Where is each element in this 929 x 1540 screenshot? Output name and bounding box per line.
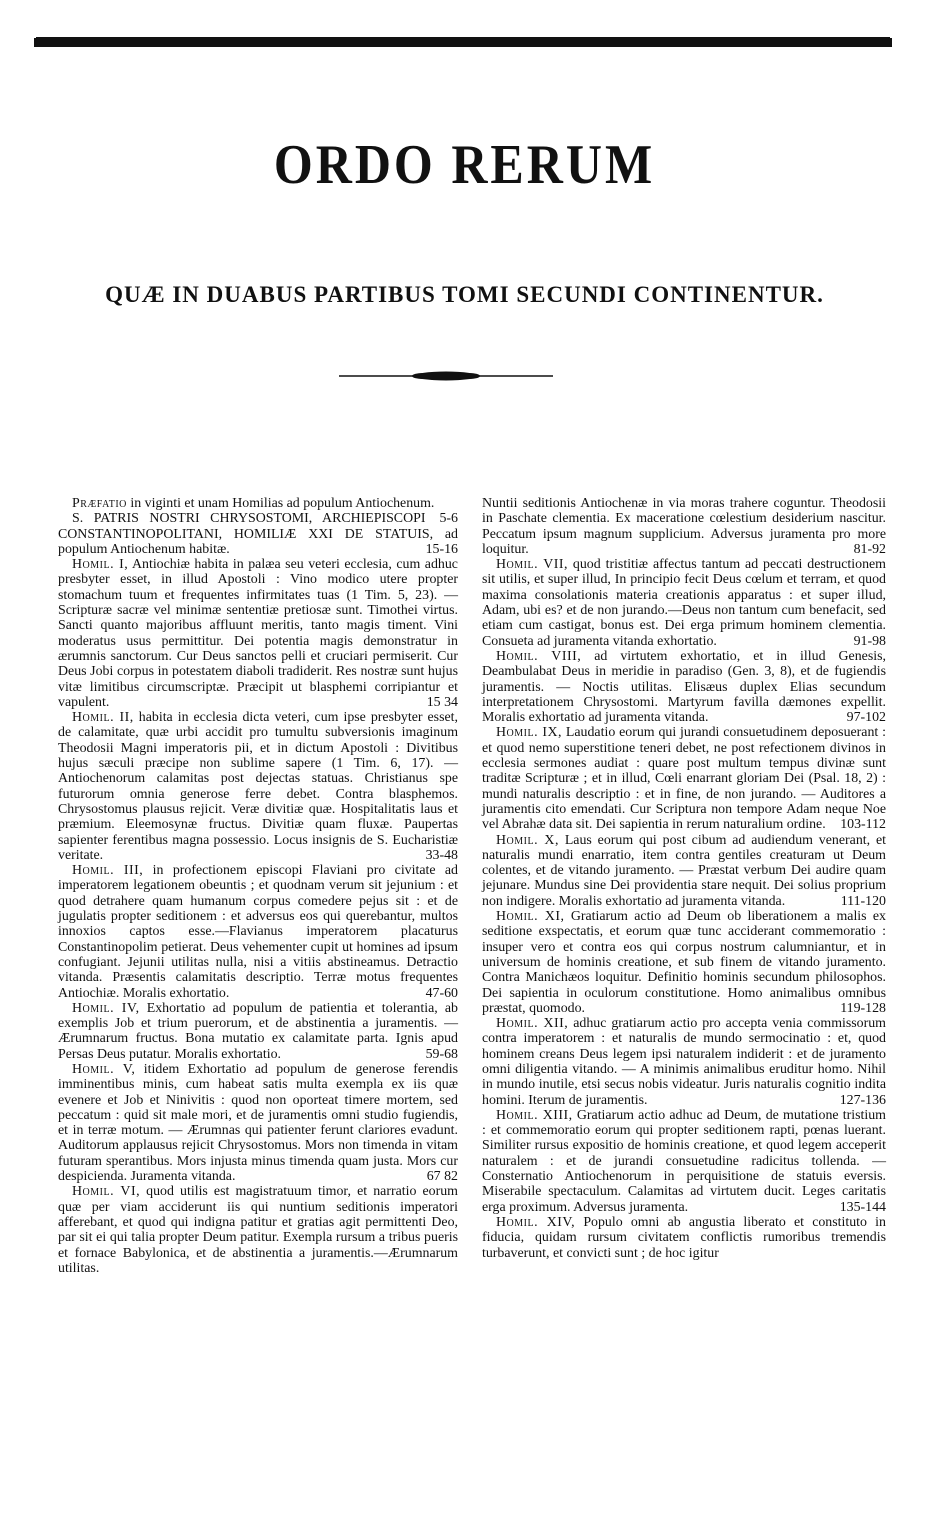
entry-text: quod utilis est magistratuum timor, et narratio eorum quæ per viam acciderunt iis qui nuntium seditionis imperatori afferebant, et quod qui indigna patitur et gratias agit permittenti Deo, par sit ei qui talia propter Deum patitur. Exempla rursum a tribus pueris et fornace Babylonica, et de abstinentia a juramentis.—Ærumnarum utilitas. bbox=[58, 1184, 458, 1276]
entry-text: Nuntii seditionis Antiochenæ in via moras trahere coguntur. Theodosii in Paschate clementia. Ex maceratione cœlestium desiderium nascitur. Peccatum ipsum magnum supplicium. Adversus juramenta pro more loquitur. bbox=[482, 496, 886, 557]
page-range: 135-144 bbox=[839, 1199, 886, 1215]
page-range: 67 82 bbox=[426, 1169, 458, 1185]
toc-entry bbox=[482, 557, 886, 649]
entry-text: Exhortatio ad populum de patientia et tolerantia, ab exemplis Job et trium puerorum, et de abstinentia a juramentis. — Ærumnarum fructus. Bona mutatio ex calamitate parta. Ignis apud Persas Deus putatur. Moralis exhortatio. bbox=[58, 1000, 458, 1062]
page-range: 119-128 bbox=[840, 1000, 886, 1016]
entry-label: Homil. V, bbox=[72, 1061, 136, 1077]
entry-label: Homil. VI, bbox=[72, 1184, 141, 1200]
toc-entry bbox=[482, 649, 886, 725]
entry-label: Homil. XI, bbox=[496, 909, 565, 925]
entry-text: S. PATRIS NOSTRI CHRYSOSTOMI, ARCHIEPISCOPI CONSTANTINOPOLITANI, HOMILIÆ XXI DE STATUIS, ad populum Antiochenum habitæ. bbox=[58, 511, 458, 557]
entry-label: Homil. III, bbox=[72, 863, 144, 879]
entry-text: Laudatio eorum qui jurandi consuetudinem deposuerant : et quod nemo superstitione teneri debet, ne post refectionem divinos in ecclesia sermones audiat : quare post multum tempus divinæ sunt traditæ Scripturæ ; et in illud, Cœli enarrant gloriam Dei (Psal. 18, 2) : mundi naturalis descriptio : et in fine, de non jurando. — Auditores a juramentis cito emendati. Cur Scriptura non tempore Adam neque Noe vel Abrahæ data sit. Dei sapientia in rerum naturalium ordine. bbox=[482, 725, 886, 833]
toc-entry bbox=[58, 496, 458, 527]
page-range: 91-98 bbox=[853, 633, 886, 649]
entry-label: Homil. IV, bbox=[72, 1000, 140, 1016]
entry-text: adhuc gratiarum actio pro accepta venia commissorum contra imperatorem : et naturalis de mundo sermocinatio : et, quod hominem creans Deus legem ipsi naturalem indiderit : et de juramento omni diligentia vitando. — A minimis animalibus eruditur homo. Nihil in mundo inutile, etsi secus nobis videatur. Juris naturalis cognitio indita homini. Iterum de juramentis. bbox=[482, 1016, 886, 1108]
page-range: 97-102 bbox=[846, 710, 886, 726]
page-range: 33-48 bbox=[425, 847, 458, 863]
page-range: 5-6 bbox=[439, 511, 458, 527]
toc-entry bbox=[58, 710, 458, 863]
toc-entry bbox=[482, 909, 886, 1016]
entry-text: in viginti et unam Homilias ad populum Antiochenum. bbox=[130, 496, 435, 511]
page-range: 103-112 bbox=[840, 817, 886, 833]
entry-label: Homil. IX, bbox=[496, 725, 563, 741]
entry-text: habita in ecclesia dicta veteri, cum ipse presbyter esset, de calamitate, quæ urbi accidit pro tumultu subversionis imaginum Theodosii Magni imperatoris pii, et in dictum Apostoli : Divitibus hujus sæculi præcipe non sublime sapere (1 Tim. 6, 17). — Antiochenorum calamitas post dejectas statuas. Christianus spe futurorum omnia generose ferre debet. Contra blasphemos. Chrysostomus plausus rejicit. Veræ divitiæ quæ. Hospitalitatis laus et præmium. Eleemosynæ fructus. Divitiæ quam fluxæ. Paupertas sapienter ferentibus magna possessio. Locus insignis de S. Eucharistiæ veritate. bbox=[58, 710, 458, 863]
page-range: 15-16 bbox=[425, 541, 458, 557]
page-range: 127-136 bbox=[839, 1092, 886, 1108]
page-range: 15 34 bbox=[426, 694, 458, 710]
toc-entry bbox=[482, 496, 886, 557]
page-range: 81-92 bbox=[853, 541, 886, 557]
toc-entry bbox=[58, 557, 458, 710]
entry-text: ad virtutem exhortatio, et in illud Genesis, Deambulabat Deus in meridie in paradiso (Gen. 3, 8), et de fugiendis juramentis. — Noctis utilitas. Elisæus duplex Elias secundum interpretationem Chrysostomi. Martyrum favilla dæmones expellit. Moralis exhortatio ad juramenta vitanda. bbox=[482, 648, 886, 726]
entry-label: Homil. I, bbox=[72, 557, 129, 573]
entry-label: Præfatio bbox=[72, 496, 127, 511]
entry-label: Homil. XIV, bbox=[496, 1214, 576, 1230]
page-range: 111-120 bbox=[840, 893, 886, 909]
page-range: 47-60 bbox=[425, 985, 458, 1001]
page-title: ORDO RERUM bbox=[273, 132, 656, 196]
top-rule bbox=[34, 38, 892, 47]
entry-label: Homil. XII, bbox=[496, 1016, 569, 1032]
page-subtitle: QUÆ IN DUABUS PARTIBUS TOMI SECUNDI CONTINENTUR. bbox=[105, 282, 824, 307]
entry-text: Antiochiæ habita in palæa seu veteri ecclesia, cum adhuc presbyter esset, in illud Apostoli : Vino modico utere propter stomachum tuum et frequentes infirmitates tuas (1 Tim. 5, 23). — Scripturæ sacræ vel minimæ sententiæ pretiosæ sunt. Timothei virtus. Sancti quanto majoribus affluunt meritis, tanto magis timent. Vini moderatus usus permittitur. Dei potentia magis demonstratur in ærumnis sanctorum. Cur Deus sanctos pelli et cruciari permiserit. Cur Deus Jobi corpus in potestatem diaboli tradiderit. Res nostræ sunt hujus vitæ limitibus circumscriptæ. Præcipit ut blasphemi corripiantur et vapulent. bbox=[58, 557, 458, 710]
right-column bbox=[482, 496, 886, 1261]
entry-text: Gratiarum actio adhuc ad Deum, de mutatione tristium : et commemoratio eorum qui propter seditionem rapti, pœnas luerant. Similiter rursus expositio de hominis creatione, et quod legem acceperit naturalem : et de jurandi consuetudine radicitus tollenda. — Consternatio Antiochenorum in perquisitione de statuis eversis. Miserabile spectaculum. Calamitas ad virtutem ducit. Leges caritatis erga proximum. Adversus juramenta. bbox=[482, 1107, 886, 1215]
toc-entry bbox=[58, 1184, 458, 1276]
entry-label: Homil. XIII, bbox=[496, 1107, 573, 1123]
entry-text: Populo omni ab angustia liberato et constituto in fiducia, quidam rursum civitatem conflictis rumoribus tremendis turbaverunt, et convicti sunt ; de hoc igitur bbox=[482, 1214, 886, 1261]
entry-label: Homil. X, bbox=[496, 832, 559, 848]
toc-entry bbox=[58, 511, 458, 557]
entry-label: Homil. II, bbox=[72, 710, 134, 726]
left-column bbox=[58, 496, 458, 1276]
entry-text: Laus eorum qui post cibum ad audiendum venerant, et naturalis mundi enarratio, item contra gentiles creaturam ut Deum colentes, et de vitando juramento. — Præstat verbum Dei audire quam jejunare. Mundus sine Dei providentia stare nequit. Dei solius proprium non indigere. Moralis exhortatio ad juramenta vitanda. bbox=[482, 832, 886, 909]
toc-entry bbox=[58, 1001, 458, 1062]
entry-text: in profectionem episcopi Flaviani pro civitate ad imperatorem legationem obeuntis ; et quodnam verum sit jejunium : et quod detrahere quam humanum corpus comedere pejus sit : et de jugulatis propter seditionem : et adversus eos qui querebantur, multos innoxios captos esse.—Flavianus imperatorem placaturus Constantinopolim petierat. Deus vehementer cupit ut homines ad ipsum confugiant. Jejunii utilitas nulla, nisi a vitiis abstineamus. Detractio vitanda. Præsentis calamitatis descriptio. Terræ motus frequentes Antiochiæ. Moralis exhortatio. bbox=[58, 863, 459, 1001]
entry-text: itidem Exhortatio ad populum de generose ferendis imminentibus minis, cum habeat satis multa exempla ex iis quæ evenere et Job et Ninivitis : quod non oporteat timere mortem, sed peccatum : quid sit male mori, et de juramentis omni studio fugiendis, et in terræ motum. — Ærumnas qui patienter ferunt clariores evadunt. Auditorum applausus rejicit Chrysostomus. Mors non timenda in vitam futuram sperantibus. Mors injusta minus timenda quam justa. Mors cur despicienda. Juramenta vitanda. bbox=[58, 1061, 458, 1185]
ornament-divider bbox=[337, 365, 555, 387]
toc-entry bbox=[482, 725, 886, 832]
entry-label: Homil. VII, bbox=[496, 557, 568, 573]
toc-entry bbox=[482, 1108, 886, 1215]
toc-entry bbox=[482, 833, 886, 909]
entry-label: Homil. VIII, bbox=[496, 648, 582, 664]
entry-text: Gratiarum actio ad Deum ob liberationem a malis ex seditione exspectatis, et eorum quæ tunc acciderant commemoratio : insuper vero et contra eos qui corpus nostrum calumniantur, et in universum de hominis creatione, et sub finem de vitando juramento. Contra Manichæos loquitur. Definitio hominis secundum philosophos. Dei sapientia in oculorum constitutione. Homo animalibus omnibus præstat, quomodo. bbox=[482, 909, 886, 1016]
entry-text: quod tristitiæ affectus tantum ad peccati destructionem sit utilis, et super illud, In principio fecit Deus cœlum et terram, et quod maxima consolationis materia creationis apparatus : et super illud, Adam, ubi es? et de non jurando.—Deus non tantum cum benefacit, sed etiam cum castigat, bonus est. Dei erga primum hominem clementia. Consueta ad juramenta vitanda exhortatio. bbox=[482, 557, 886, 649]
toc-entry bbox=[482, 1215, 886, 1261]
toc-entry bbox=[58, 863, 458, 1001]
toc-entry bbox=[482, 1016, 886, 1108]
page-range: 59-68 bbox=[425, 1046, 458, 1062]
toc-entry bbox=[58, 1062, 458, 1184]
